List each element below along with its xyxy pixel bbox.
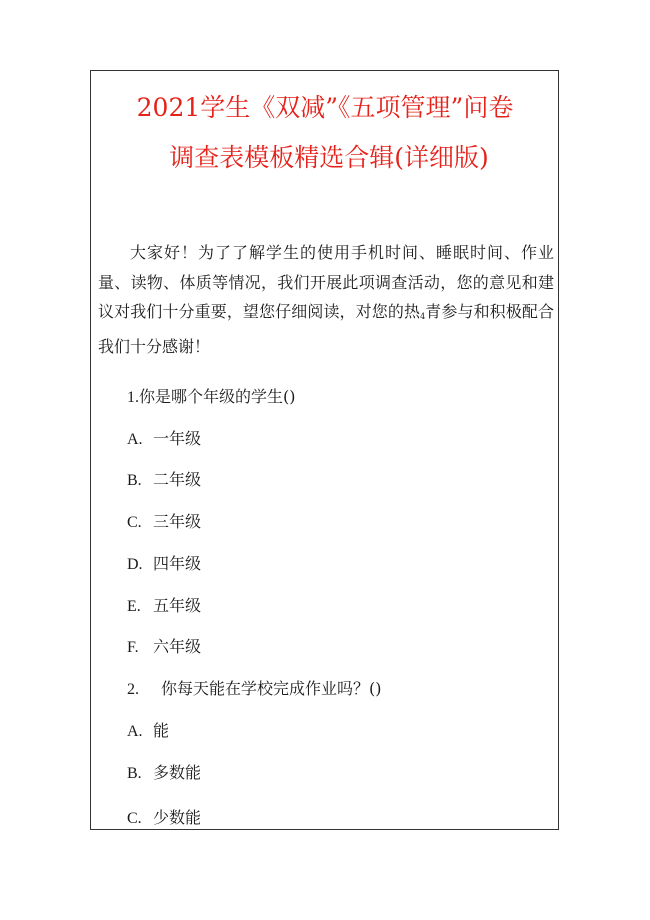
question-text: 你每天能在学校完成作业吗？() (161, 679, 382, 698)
option-letter: B. (127, 765, 142, 782)
option-1b (127, 470, 201, 491)
option-letter: A. (127, 431, 143, 448)
option-letter: F. (127, 639, 139, 656)
option-2b (127, 763, 201, 784)
option-letter: D. (127, 556, 143, 573)
intro-text-part-1: 大家好！为了了解学生的使用手机时间、睡眠时间、作业量、读物、体质等情况，我们开展此项调查活动，您的意见和建议对我们十分重要，望您仔细阅读，对您的热 (98, 243, 554, 322)
option-1f (127, 637, 201, 658)
option-text: 四年级 (153, 554, 202, 573)
question-2 (127, 679, 382, 700)
option-text: 多数能 (153, 763, 202, 782)
option-2c (127, 808, 201, 829)
option-letter: A. (127, 723, 143, 740)
option-text: 能 (153, 721, 170, 740)
document-title-line-1: 2021学生《双减”《五项管理”问卷 (136, 93, 514, 122)
intro-text-part-2: 青参与和积极配合我们十分感谢！ (98, 302, 554, 356)
option-1d (127, 554, 201, 575)
option-text: 三年级 (153, 512, 202, 531)
option-2a (127, 721, 169, 742)
option-letter: E. (127, 598, 141, 615)
question-number: 1. (127, 389, 139, 406)
option-1e (127, 596, 201, 617)
option-text: 一年级 (153, 429, 202, 448)
question-number: 2. (127, 681, 139, 698)
option-1a (127, 429, 201, 450)
option-letter: C. (127, 514, 142, 531)
question-text: 你是哪个年级的学生() (139, 387, 296, 406)
option-letter: B. (127, 472, 142, 489)
option-text: 少数能 (153, 808, 202, 827)
intro-paragraph (98, 238, 554, 361)
option-text: 五年级 (153, 596, 202, 615)
option-1c (127, 512, 201, 533)
question-1 (127, 387, 296, 408)
document-title-line-2: 调查表模板精选合辑(详细版) (169, 143, 489, 172)
option-letter: C. (127, 810, 142, 827)
option-text: 二年级 (153, 470, 202, 489)
intro-small-char: 4 (420, 312, 426, 322)
page-frame (90, 70, 559, 830)
option-text: 六年级 (153, 637, 202, 656)
